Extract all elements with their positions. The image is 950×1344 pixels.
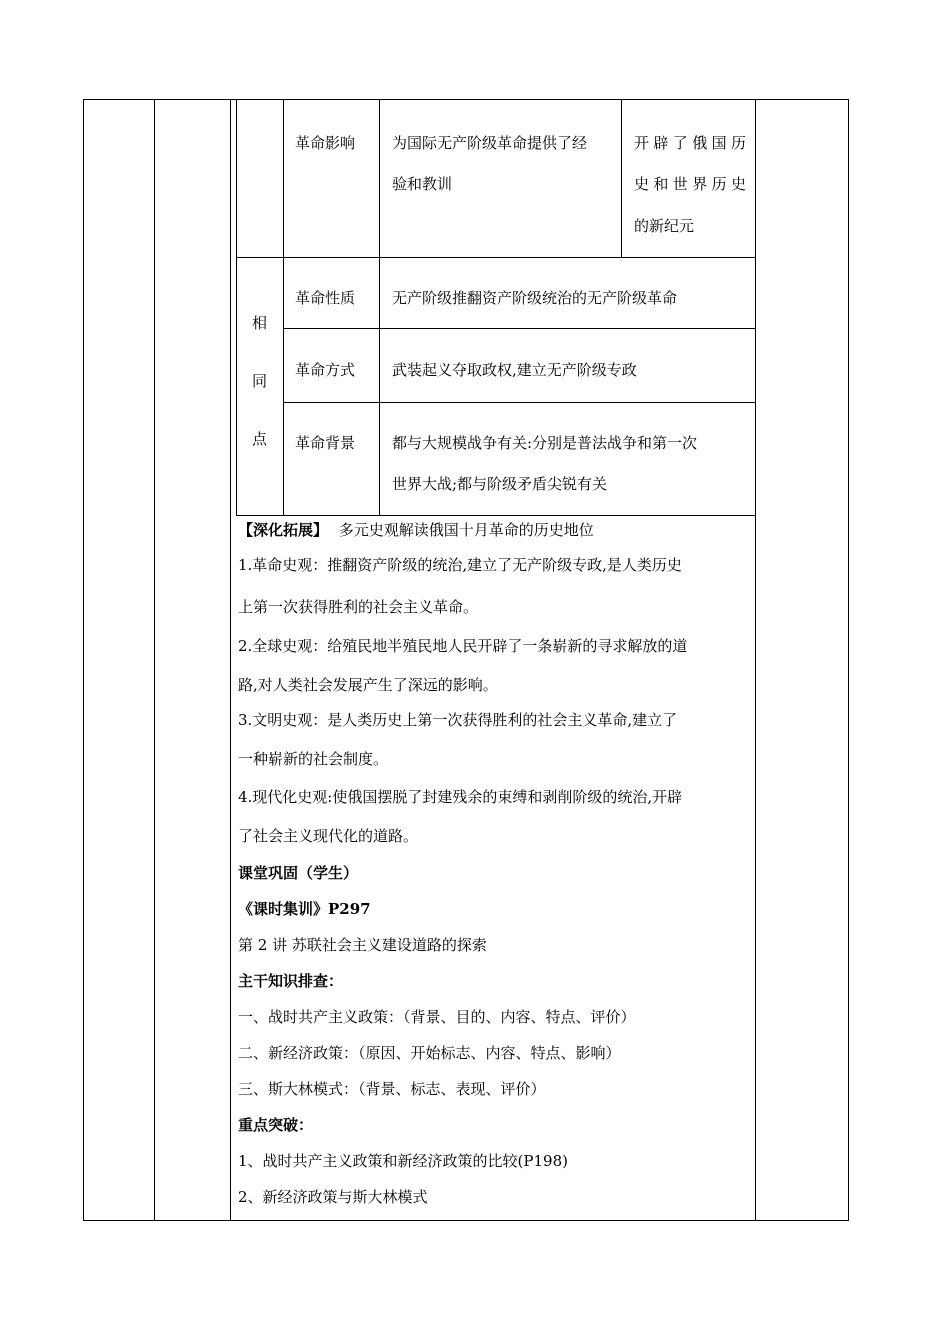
column-divider-1 [154, 100, 155, 1220]
background-line2: 世界大战;都与阶级矛盾尖锐有关 [392, 475, 608, 493]
inner-divider-c [621, 100, 622, 257]
method-text: 武装起义夺取政权,建立无产阶级专政 [392, 361, 637, 379]
book-reference: 《课时集训》P297 [238, 900, 371, 918]
deepen-title: 多元史观解读俄国十月革命的历史地位 [338, 521, 594, 539]
column-divider-2 [230, 100, 231, 1220]
background-line1: 都与大规模战争有关:分别是普法战争和第一次 [392, 434, 698, 452]
key-points-heading: 重点突破： [238, 1116, 314, 1134]
item-2: 二、新经济政策：（原因、开始标志、内容、特点、影响） [238, 1044, 621, 1062]
label-method: 革命方式 [295, 361, 356, 379]
label-impact: 革命影响 [295, 134, 356, 152]
main-check-heading: 主干知识排查： [238, 972, 344, 990]
p4-line2: 了社会主义现代化的道路。 [238, 827, 419, 845]
key-point-1: 1、战时共产主义政策和新经济政策的比较(P198) [238, 1152, 568, 1170]
item-3: 三、斯大林模式：（背景、标志、表现、评价） [238, 1080, 546, 1098]
same-points-char-1: 相 [252, 314, 268, 332]
key-point-2: 2、新经济政策与斯大林模式 [238, 1188, 428, 1206]
p4-line1: 4.现代化史观:使俄国摆脱了封建残余的束缚和剥削阶级的统治,开辟 [238, 788, 683, 806]
p3-line2: 一种崭新的社会制度。 [238, 750, 389, 768]
deepen-tag: 【深化拓展】 [238, 521, 329, 539]
deepen-heading [238, 520, 594, 540]
p2-line1: 2.全球史观：给殖民地半殖民地人民开辟了一条崭新的寻求解放的道 [238, 637, 688, 655]
consolidate-heading: 课堂巩固（学生） [238, 864, 359, 882]
impact-right-line2: 史和世界历史 [634, 175, 746, 193]
label-nature: 革命性质 [295, 289, 356, 307]
item-1: 一、战时共产主义政策：（背景、目的、内容、特点、评价） [238, 1008, 636, 1026]
nature-text: 无产阶级推翻资产阶级统治的无产阶级革命 [392, 289, 678, 307]
inner-divider-a [283, 100, 284, 515]
row-divider-3 [283, 402, 755, 403]
same-points-char-2: 同 [252, 372, 268, 390]
impact-left-line2: 验和教训 [392, 175, 453, 193]
row-divider-2 [283, 328, 755, 329]
impact-left-line1: 为国际无产阶级革命提供了经 [392, 134, 588, 152]
lesson-title: 第 2 讲 苏联社会主义建设道路的探索 [238, 936, 487, 954]
p2-line2: 路,对人类社会发展产生了深远的影响。 [238, 676, 498, 694]
label-background: 革命背景 [295, 434, 356, 452]
p1-line2: 上第一次获得胜利的社会主义革命。 [238, 598, 479, 616]
p1-line1: 1.革命史观：推翻资产阶级的统治,建立了无产阶级专政,是人类历史 [238, 556, 682, 574]
p3-line1: 3.文明史观：是人类历史上第一次获得胜利的社会主义革命,建立了 [238, 711, 678, 729]
same-points-char-3: 点 [252, 430, 268, 448]
impact-right-line3: 的新纪元 [634, 217, 695, 235]
row-divider-1 [237, 257, 755, 258]
impact-right-line1: 开辟了俄国历 [634, 134, 746, 152]
inner-divider-b [379, 100, 380, 515]
